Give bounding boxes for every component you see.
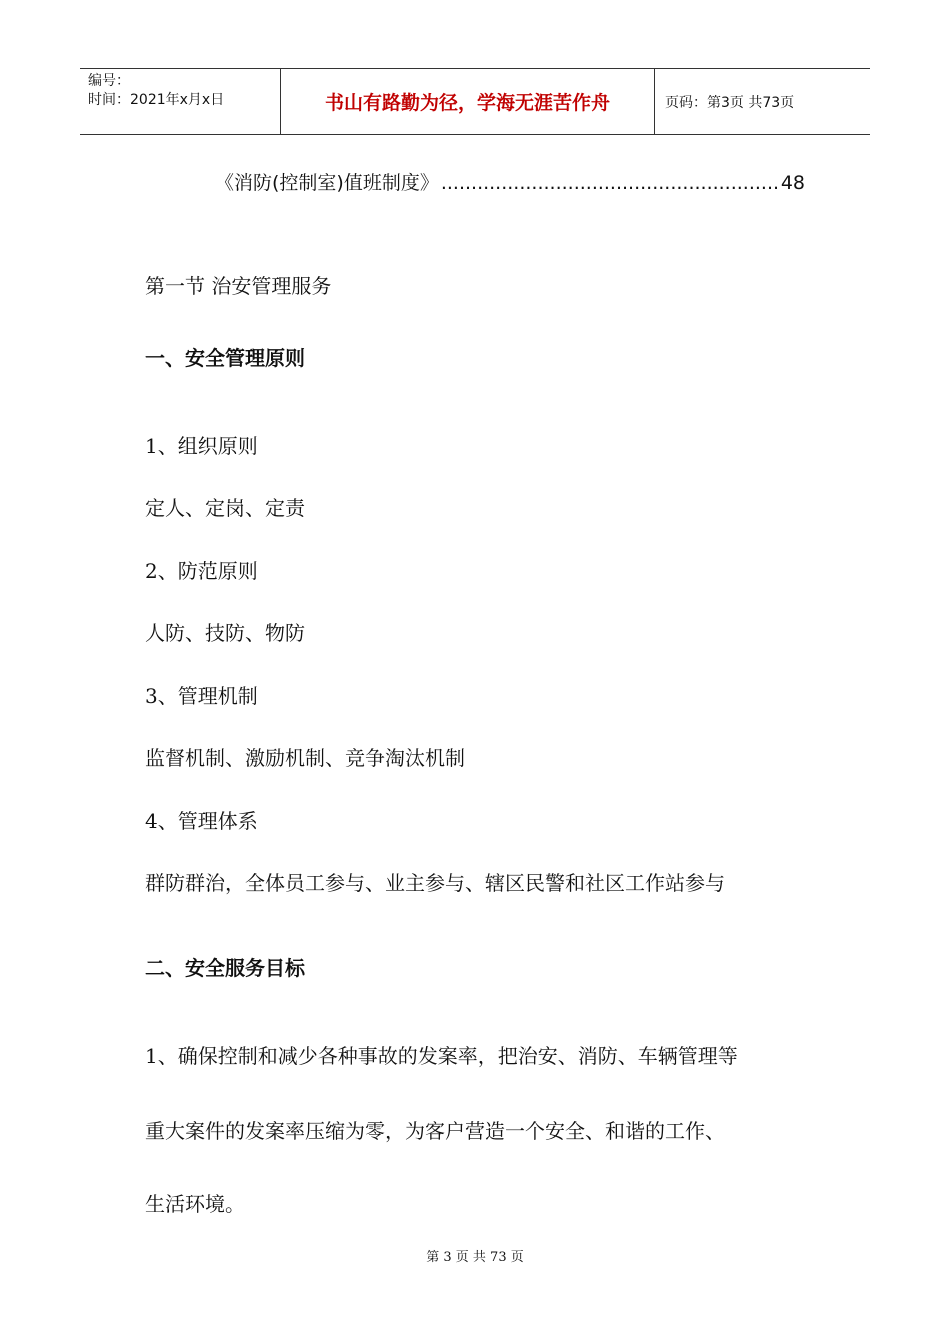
section-title: 第一节 治安管理服务 <box>145 274 332 298</box>
item-organization-text: 定人、定岗、定责 <box>145 496 305 520</box>
toc-entry-title: 《消防(控制室)值班制度》 <box>215 172 439 194</box>
item-management-mechanism: 3、管理机制 <box>145 684 258 708</box>
toc-leader-dots <box>441 172 779 194</box>
time-label: 时间：2021年x月x日 <box>88 92 225 108</box>
page-footer: 第 3 页 共 73 页 <box>426 1250 524 1265</box>
heading-service-goals: 二、安全服务目标 <box>145 956 305 980</box>
number-label: 编号： <box>88 73 130 89</box>
item-organization-principle: 1、组织原则 <box>145 434 258 458</box>
heading-safety-principles: 一、安全管理原则 <box>145 346 305 370</box>
goal-paragraph-line-1: 1、确保控制和减少各种事故的发案率，把治安、消防、车辆管理等 <box>145 1044 738 1068</box>
toc-entry <box>215 168 805 195</box>
item-management-mechanism-text: 监督机制、激励机制、竞争淘汰机制 <box>145 746 465 770</box>
goal-paragraph-line-2: 重大案件的发案率压缩为零，为客户营造一个安全、和谐的工作、 <box>145 1119 725 1143</box>
header-page-info: 页码：第3页 共73页 <box>665 94 795 111</box>
item-prevention-principle: 2、防范原则 <box>145 559 258 583</box>
toc-entry-page: 48 <box>780 172 805 194</box>
item-prevention-text: 人防、技防、物防 <box>145 621 305 645</box>
item-management-system-text: 群防群治，全体员工参与、业主参与、辖区民警和社区工作站参与 <box>145 871 725 895</box>
page-header <box>80 68 870 135</box>
goal-paragraph-line-3: 生活环境。 <box>145 1192 245 1216</box>
item-management-system: 4、管理体系 <box>145 809 258 833</box>
header-motto: 书山有路勤为径，学海无涯苦作舟 <box>281 69 655 134</box>
header-meta <box>80 69 281 134</box>
